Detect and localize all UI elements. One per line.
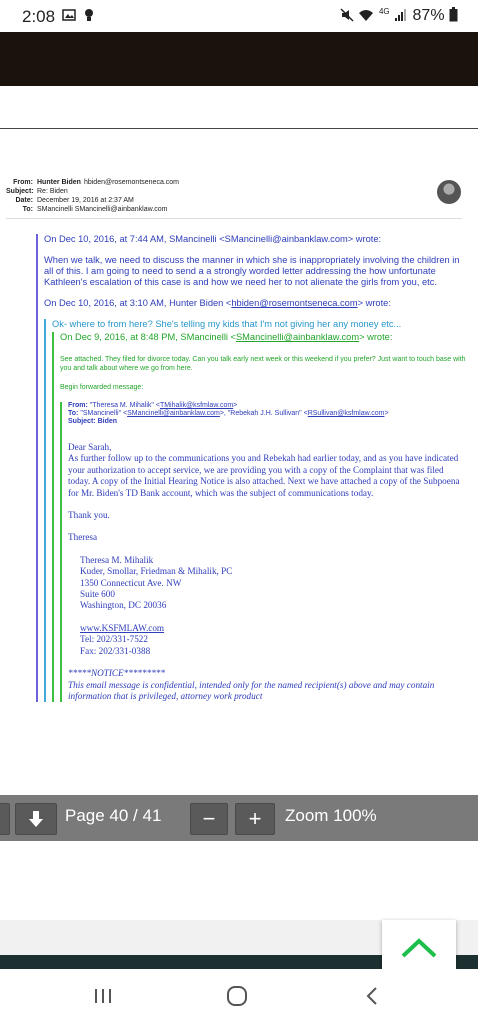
email-link[interactable]: SMancinelli@ainbanklaw.com xyxy=(127,410,220,417)
date: December 19, 2016 at 2:37 AM xyxy=(37,197,134,204)
sender-address: hbiden@rosemontseneca.com xyxy=(83,179,179,186)
recent-apps-icon[interactable] xyxy=(93,986,113,1006)
page-indicator: Page 40 / 41 xyxy=(65,806,162,825)
email-link[interactable]: hbiden@rosemontseneca.com xyxy=(231,298,358,308)
quote-level-1 xyxy=(36,234,466,702)
notification-icons xyxy=(62,8,94,23)
thanks: Thank you. xyxy=(68,510,110,521)
website-link[interactable]: www.KSFMLAW.com xyxy=(80,622,165,633)
quote-body: When we talk, we need to discuss the manner in which she is inappropriately involving the children in all of this. I am going to need to send a a strongly worded letter addressing the how unfortunate Kathleen's escalation of this case is and how we need her to not alienate the girls from you, etc. xyxy=(44,255,460,287)
quote-level-3 xyxy=(52,332,466,702)
clock: 2:08 xyxy=(22,7,56,26)
signal-icon xyxy=(394,8,408,22)
back-icon[interactable] xyxy=(364,986,380,1006)
pdf-page[interactable] xyxy=(0,170,478,795)
app-top-bar xyxy=(0,32,478,86)
recipient: SMancinelli SMancinelli@ainbanklaw.com xyxy=(37,206,168,213)
mute-icon xyxy=(340,8,354,22)
email-header: From: Hunter Biden hbiden@rosemontseneca.com Subject: Re: Biden Date: December 19, 2016 at 2:37 AM To: SMancinelli SMancinelli@ainbanklaw.com xyxy=(6,179,179,213)
quote-level-2 xyxy=(44,319,466,702)
notice-title: *****NOTICE********* xyxy=(68,668,165,679)
greeting: Dear Sarah, xyxy=(68,442,112,452)
status-bar xyxy=(0,0,478,32)
quote-header: On Dec 10, 2016, at 7:44 AM, SMancinelli <SMancinelli@ainbanklaw.com> wrote: xyxy=(44,234,382,244)
gallery-icon xyxy=(62,9,76,21)
email-link[interactable]: SMancinelli@ainbanklaw.com xyxy=(235,332,360,342)
quote-header: On Dec 9, 2016, at 8:48 PM, SMancinelli <SMancinelli@ainbanklaw.com> wrote: xyxy=(60,332,393,342)
letter-paragraph: As further follow up to the communications you and Rebekah had earlier today, and as you have indicated your authorization to accept service, we are providing you with a copy of the Complaint that was filed today. A copy of the Initial Hearing Notice is also attached. Next we have attached a copy of the Subpoena for Mr. Biden's TD Bank account, which was the subject of communications today. xyxy=(68,453,460,498)
header-separator xyxy=(6,218,462,219)
scroll-to-top-button[interactable] xyxy=(382,920,456,972)
letter-body xyxy=(68,442,466,702)
home-icon[interactable] xyxy=(226,985,248,1007)
bulb-icon xyxy=(84,8,94,22)
quote-text: Ok- where to from here? She's telling my kids that I'm not giving her any money etc... xyxy=(52,319,402,329)
prev-button[interactable] xyxy=(0,803,10,835)
email-link[interactable]: RSullivan@ksfmlaw.com xyxy=(307,410,385,417)
zoom-out-button[interactable]: − xyxy=(190,803,228,835)
forwarded-message xyxy=(60,402,466,702)
system-icons xyxy=(340,7,458,25)
pdf-toolbar xyxy=(0,795,478,841)
navigation-bar xyxy=(0,969,478,1025)
network-type: 4G xyxy=(378,7,390,16)
wifi-icon xyxy=(358,8,374,22)
signature: Theresa M. Mihalik Kuder, Smollar, Friedman & Mihalik, PC 1350 Connecticut Ave. NW Suite 600 Washington, DC 20036 www.KSFMLAW.com Tel: 202/331-7522 Fax: 202/331-0388 xyxy=(68,555,466,657)
notice-body: This email message is confidential, intended only for the named recipient(s) above and may contain information that is privileged, attorney work product xyxy=(68,679,435,701)
battery-icon xyxy=(449,7,458,22)
sender-name: Hunter Biden xyxy=(37,179,81,186)
zoom-level: Zoom 100% xyxy=(285,806,377,825)
divider xyxy=(0,128,478,129)
email-link[interactable]: TMihalik@ksfmlaw.com xyxy=(159,402,234,409)
avatar xyxy=(437,180,461,204)
forwarded-header: From: "Theresa M. Mihalik" <TMihalik@ksfmlaw.com> To: "SMancinelli" <SMancinelli@ainbanklaw.com>, "Rebekah J.H. Sullivan" <RSullivan@ksfmlaw.com> Subject: Biden xyxy=(68,402,389,425)
arrow-down-icon xyxy=(26,809,46,829)
signoff: Theresa xyxy=(68,532,98,543)
chevron-up-icon xyxy=(399,936,439,960)
reply-header: On Dec 10, 2016, at 3:10 AM, Hunter Biden <hbiden@rosemontseneca.com> wrote: xyxy=(44,298,391,308)
battery-percent: 87% xyxy=(412,7,445,24)
subject: Re: Biden xyxy=(37,188,68,195)
zoom-in-button[interactable]: + xyxy=(235,803,275,835)
next-page-button[interactable] xyxy=(15,803,57,835)
begin-forwarded: Begin forwarded message: xyxy=(60,384,144,391)
quote-body: See attached. They filed for divorce today. Can you talk early next week or this weekend if you prefer? Just want to touch base with you and talk about where we go from here. xyxy=(60,356,466,372)
